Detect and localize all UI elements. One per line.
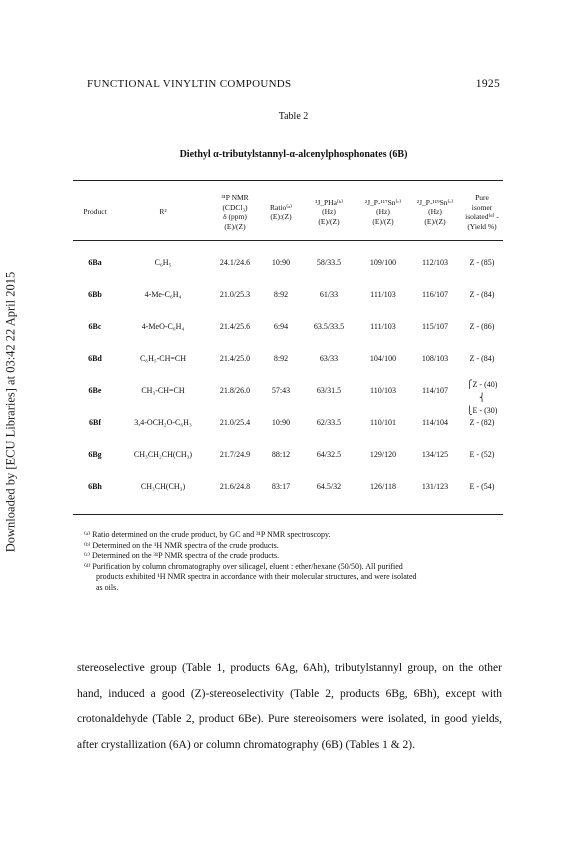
cell-product: 6Bg: [88, 450, 102, 459]
header-ratio: Ratio⁽ᵃ⁾ (E):(Z): [270, 202, 292, 221]
cell-p-nmr: 21.7/24.9: [219, 450, 251, 459]
cell-r2: 4-Me-C₆H₄: [144, 290, 182, 299]
cell-p-nmr: 21.0/25.4: [219, 418, 251, 427]
cell-isomer: Z - (86): [469, 322, 495, 331]
table-row: [73, 442, 503, 474]
cell-r2: CH₃CH₂CH(CH₃): [133, 450, 193, 459]
header-j-119sn: ²J_P-¹¹⁹Sn⁽ᶜ⁾ (Hz) (E)/(Z): [416, 197, 454, 226]
footnote-c: ⁽ᶜ⁾ Determined on the ³¹P NMR spectra of the crude products.: [84, 551, 280, 560]
header-product: Product: [83, 207, 107, 217]
table-header-row: [73, 186, 503, 238]
table-row: [73, 250, 503, 282]
footnote-b: ⁽ᵇ⁾ Determined on the ¹H NMR spectra of the crude products.: [84, 540, 279, 550]
cell-product: 6Bd: [88, 354, 102, 363]
footnote-d-continued: products exhibited ¹H NMR spectra in accordance with their molecular structures, and were isolated: [96, 572, 417, 581]
footnote-a: ⁽ᵃ⁾ Ratio determined on the crude product, by GC and ³¹P NMR spectroscopy.: [84, 530, 331, 539]
cell-j-117sn: 111/103: [370, 322, 396, 331]
header-pure-isomer: Pure isomer isolated⁽ᵈ⁾ - (Yield %): [465, 193, 499, 231]
running-head: [87, 78, 500, 92]
cell-j-117sn: 104/100: [369, 354, 397, 363]
header-j-pha: ³J_PHa⁽ᵇ⁾ (Hz) (E)/(Z): [315, 197, 343, 226]
cell-j-117sn: 109/100: [369, 258, 397, 267]
cell-j-pha: 63.5/33.5: [313, 322, 345, 331]
cell-j-117sn: 110/103: [370, 386, 396, 395]
table-rule-header: [73, 240, 503, 241]
body-paragraph-text: stereoselective group (Table 1, products 6Ag, 6Ah), tributylstannyl group, on the other hand, induced a good (Z)-stereoselectivity (Table 2, products 6Bg, 6Bh), except with crotonaldehyde (Table 2, product 6Be). Pure stereoisomers were isolated, in good yields, after crystallization (6A) or column chromatography (6B) (Tables 1 & 2).: [77, 662, 502, 751]
cell-p-nmr: 24.1/24.6: [219, 258, 251, 267]
cell-r2: C₆H₅: [154, 258, 172, 267]
table-row: [73, 346, 503, 378]
footnote-d: ⁽ᵈ⁾ Purification by column chromatography over silicagel, eluent : ether/hexane (50/50). All purified: [84, 561, 403, 571]
cell-p-nmr: 21.8/26.0: [219, 386, 251, 395]
cell-j-119sn: 114/107: [422, 386, 448, 395]
cell-j-119sn: 131/123: [421, 482, 449, 491]
isomer-line: ⎨: [479, 393, 485, 402]
cell-r2: 4-MeO-C₆H₄: [141, 322, 185, 331]
cell-j-119sn: 108/103: [421, 354, 449, 363]
body-paragraph: [77, 656, 502, 758]
cell-product: 6Bf: [89, 418, 101, 427]
cell-r2: CH₃CH(CH₃): [140, 482, 186, 491]
table-row: [73, 410, 503, 442]
cell-isomer: Z - (84): [469, 354, 495, 363]
cell-ratio: 88:12: [271, 450, 291, 459]
cell-product: 6Ba: [88, 258, 102, 267]
cell-j-pha: 63/33: [319, 354, 339, 363]
cell-j-117sn: 110/101: [370, 418, 396, 427]
table-label: Table 2: [278, 111, 309, 122]
isomer-line: ⎧Z - (40): [466, 380, 498, 389]
table-rule-top: [73, 180, 503, 181]
table-row: [73, 378, 503, 415]
cell-ratio: 10:90: [271, 418, 291, 427]
cell-j-119sn: 116/107: [422, 290, 448, 299]
cell-j-pha: 64/32.5: [316, 450, 342, 459]
cell-j-119sn: 115/107: [422, 322, 448, 331]
cell-j-119sn: 134/125: [421, 450, 449, 459]
cell-ratio: 57:43: [271, 386, 291, 395]
table-caption: Diethyl α-tributylstannyl-α-alcenylphosphonates (6B): [179, 149, 408, 160]
cell-ratio: 8:92: [273, 290, 289, 299]
cell-p-nmr: 21.6/24.8: [219, 482, 251, 491]
download-watermark-text: Downloaded by [ECU Libraries] at 03:42 22 April 2015: [3, 271, 18, 553]
download-watermark: [4, 212, 18, 612]
table-row: [73, 314, 503, 346]
cell-product: 6Bh: [88, 482, 102, 491]
cell-r2: CH₃-CH=CH: [141, 386, 185, 395]
cell-isomer: Z - (82): [469, 418, 495, 427]
cell-j-pha: 58/33.5: [316, 258, 342, 267]
cell-ratio: 6:94: [273, 322, 289, 331]
cell-r2: 3,4-OCH₂O-C₆H₃: [134, 418, 192, 427]
table-rule-bottom: [73, 514, 503, 515]
cell-isomer: Z - (84): [469, 290, 495, 299]
isomer-line: ⎩E - (30): [466, 406, 498, 415]
cell-j-119sn: 114/104: [422, 418, 448, 427]
header-j-117sn: ²J_P-¹¹⁷Sn⁽ᶜ⁾ (Hz) (E)/(Z): [364, 197, 402, 226]
page-number: 1925: [475, 78, 500, 90]
cell-j-117sn: 126/118: [370, 482, 396, 491]
cell-r2: C₆H₅-CH=CH: [139, 354, 187, 363]
table-row: [73, 474, 503, 506]
cell-ratio: 83:17: [271, 482, 291, 491]
cell-j-pha: 64.5/32: [316, 482, 342, 491]
cell-product: 6Bc: [88, 322, 102, 331]
header-r2: R²: [159, 207, 167, 217]
cell-j-pha: 62/33.5: [316, 418, 342, 427]
header-p-nmr: ³¹P NMR (CDCl₃) δ (ppm) (E)/(Z): [221, 193, 249, 231]
cell-isomer: Z - (85): [469, 258, 495, 267]
cell-p-nmr: 21.0/25.3: [219, 290, 251, 299]
cell-isomer: E - (52): [469, 450, 495, 459]
table-body: [73, 250, 503, 506]
cell-product: 6Be: [88, 386, 102, 395]
cell-j-119sn: 112/103: [422, 258, 448, 267]
cell-j-117sn: 111/103: [370, 290, 396, 299]
table-footnotes: [84, 530, 500, 593]
running-title: FUNCTIONAL VINYLTIN COMPOUNDS: [87, 78, 292, 90]
cell-j-pha: 63/31.5: [316, 386, 342, 395]
cell-j-117sn: 129/120: [369, 450, 397, 459]
cell-ratio: 8:92: [273, 354, 289, 363]
cell-p-nmr: 21.4/25.0: [219, 354, 251, 363]
cell-p-nmr: 21.4/25.6: [219, 322, 251, 331]
cell-isomer: E - (54): [469, 482, 495, 491]
cell-j-pha: 61/33: [319, 290, 339, 299]
cell-product: 6Bb: [88, 290, 102, 299]
cell-ratio: 10:90: [271, 258, 291, 267]
footnote-d-continued: as oils.: [96, 582, 119, 592]
table-row: [73, 282, 503, 314]
